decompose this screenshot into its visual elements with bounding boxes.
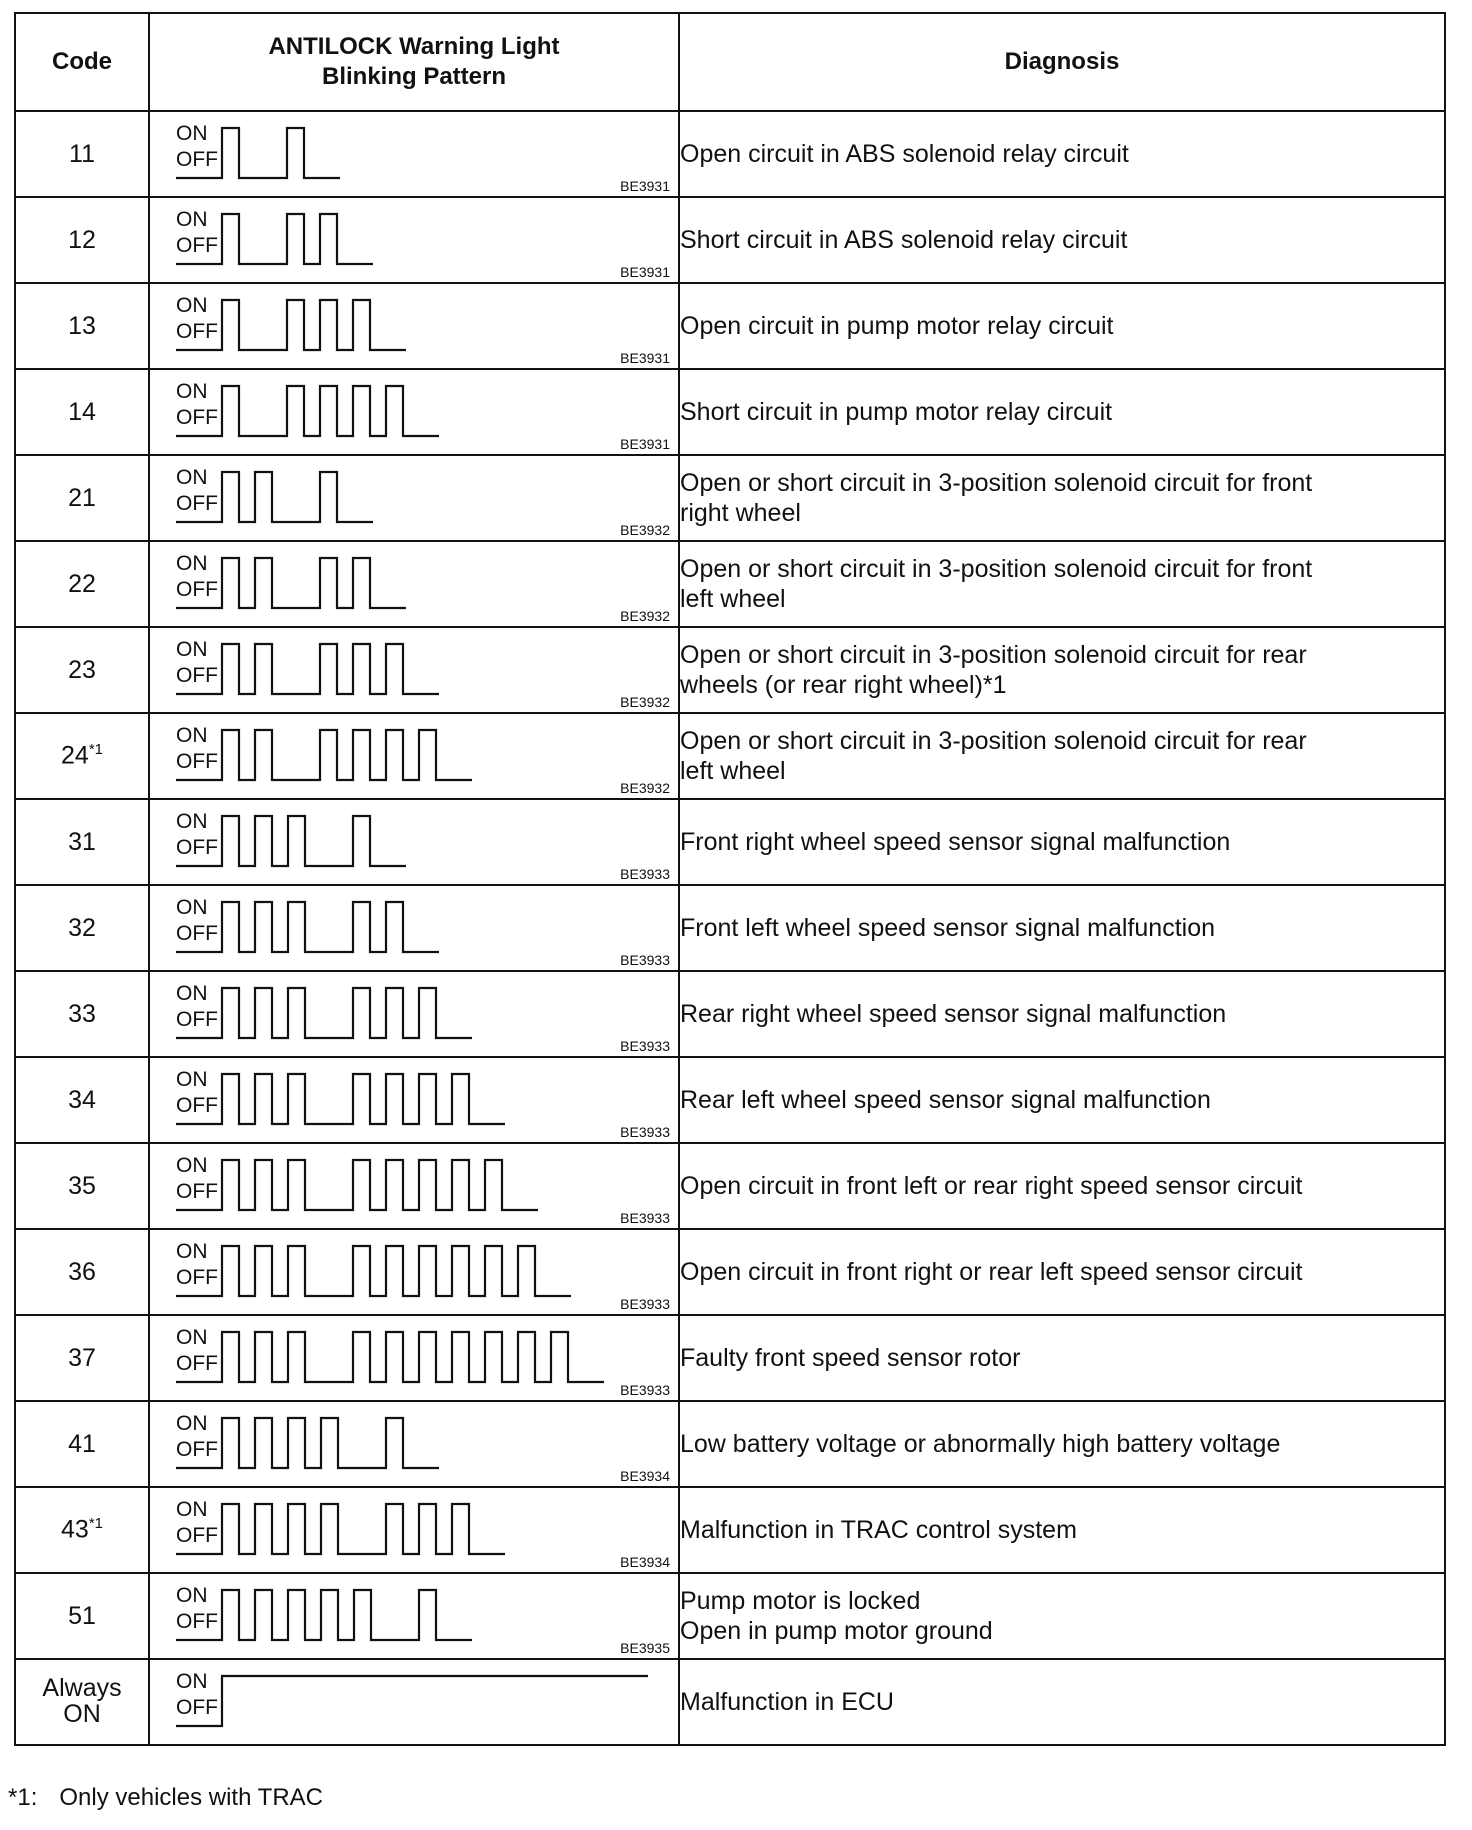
off-label: OFF [176,1352,218,1375]
code-cell [15,1659,149,1745]
figure-reference: BE3933 [620,1296,670,1312]
pulse-trace [176,730,472,780]
on-label: ON [176,638,208,661]
off-label: OFF [176,1180,218,1203]
figure-reference: BE3932 [620,694,670,710]
table-row [15,627,1445,713]
blink-waveform [150,370,678,454]
pulse-trace [176,1074,505,1124]
table-row [15,1229,1445,1315]
code-cell [15,627,149,713]
off-label: OFF [176,750,218,773]
figure-reference: BE3931 [620,264,670,280]
table-row [15,1143,1445,1229]
off-label: OFF [176,1524,218,1547]
on-label: ON [176,294,208,317]
figure-reference: BE3933 [620,1124,670,1140]
on-label: ON [176,380,208,403]
off-label: OFF [176,1438,218,1461]
on-label: ON [176,1326,208,1349]
diagnosis-cell [679,1659,1445,1745]
on-label: ON [176,1240,208,1263]
code-footnote-mark: *1 [88,1515,103,1533]
diagnosis-line: Malfunction in TRAC control system [680,1516,1077,1544]
code-footnote-mark: *1 [88,741,103,759]
blinking-pattern-cell [149,369,679,455]
blinking-pattern-cell [149,541,679,627]
pulse-trace [176,1246,571,1296]
table-row [15,111,1445,197]
code-value: 31 [68,827,96,856]
diagnosis-cell [679,1143,1445,1229]
on-label: ON [176,1154,208,1177]
figure-reference: BE3931 [620,178,670,194]
code-value: 36 [68,1257,96,1286]
figure-reference: BE3933 [620,1210,670,1226]
on-label: ON [176,208,208,231]
code-value: 14 [68,397,96,426]
diagnosis-line: Malfunction in ECU [680,1688,894,1716]
pulse-trace [176,816,406,866]
figure-reference: BE3931 [620,436,670,452]
diagnosis-line: left wheel [680,757,786,785]
diagnosis-line: Open circuit in front left or rear right speed sensor circuit [680,1172,1303,1200]
off-label: OFF [176,1094,218,1117]
figure-reference: BE3934 [620,1468,670,1484]
blinking-pattern-cell [149,1401,679,1487]
diagnosis-cell [679,799,1445,885]
header-code: Code [15,13,149,111]
diagnosis-cell [679,971,1445,1057]
blinking-pattern-cell [149,1573,679,1659]
diagnosis-cell [679,455,1445,541]
diagnosis-line: Open circuit in pump motor relay circuit [680,312,1114,340]
code-cell [15,1401,149,1487]
diagnosis-cell [679,1573,1445,1659]
pulse-trace [176,558,406,608]
code-cell [15,1573,149,1659]
diagnosis-cell [679,1401,1445,1487]
off-label: OFF [176,664,218,687]
code-cell [15,197,149,283]
pulse-trace [176,1418,439,1468]
header-pattern-line2: Blinking Pattern [321,63,507,90]
diagnosis-line: Pump motor is locked [680,1587,921,1615]
pulse-trace [176,1332,604,1382]
code-value: 13 [68,311,96,340]
blink-waveform [150,456,678,540]
code-cell [15,541,149,627]
on-label: ON [176,810,208,833]
diagnosis-line: wheels (or rear right wheel)*1 [680,671,1007,699]
pulse-trace [176,1504,505,1554]
code-value: 23 [68,655,96,684]
diagnosis-cell [679,369,1445,455]
diagnosis-line: Open or short circuit in 3-position solenoid circuit for rear [680,641,1307,669]
figure-reference: BE3935 [620,1640,670,1656]
off-label: OFF [176,1696,218,1719]
table-row [15,885,1445,971]
diagnosis-line: Front right wheel speed sensor signal malfunction [680,828,1231,856]
off-label: OFF [176,406,218,429]
on-label: ON [176,466,208,489]
diagnosis-line: Front left wheel speed sensor signal malfunction [680,914,1216,942]
blinking-pattern-cell [149,283,679,369]
diagnosis-cell [679,713,1445,799]
table-row [15,541,1445,627]
figure-reference: BE3933 [620,866,670,882]
footnote-symbol: *1: [8,1784,38,1811]
table-row [15,971,1445,1057]
pulse-trace [176,472,373,522]
diagnosis-cell [679,541,1445,627]
off-label: OFF [176,148,218,171]
header-blinking-pattern [149,13,679,111]
table-row [15,455,1445,541]
diagnosis-line: Open or short circuit in 3-position solenoid circuit for rear [680,727,1307,755]
blink-waveform [150,1488,678,1572]
code-cell [15,885,149,971]
code-value: 33 [68,999,96,1028]
figure-reference: BE3932 [620,608,670,624]
blinking-pattern-cell [149,971,679,1057]
blink-waveform [150,198,678,282]
blinking-pattern-cell [149,1229,679,1315]
blink-waveform [150,1660,678,1744]
code-cell [15,799,149,885]
off-label: OFF [176,836,218,859]
off-label: OFF [176,1266,218,1289]
on-label: ON [176,1068,208,1091]
footnote-text: Only vehicles with TRAC [59,1784,323,1811]
blink-waveform [150,284,678,368]
blinking-pattern-cell [149,799,679,885]
blinking-pattern-cell [149,1143,679,1229]
code-value: 24 [61,741,89,770]
off-label: OFF [176,1008,218,1031]
blinking-pattern-cell [149,627,679,713]
diagnosis-line: Open or short circuit in 3-position solenoid circuit for front [680,555,1313,583]
blinking-pattern-cell [149,1315,679,1401]
pulse-trace [176,1160,538,1210]
blinking-pattern-cell [149,197,679,283]
pulse-trace [176,386,439,436]
figure-reference: BE3934 [620,1554,670,1570]
table-row [15,1659,1445,1745]
pulse-trace [176,128,340,178]
blink-waveform [150,1058,678,1142]
off-label: OFF [176,492,218,515]
header-row [15,13,1445,111]
diagnosis-cell [679,283,1445,369]
diagnosis-cell [679,627,1445,713]
code-value: 34 [68,1085,96,1114]
code-cell [15,455,149,541]
figure-reference: BE3931 [620,350,670,366]
on-label: ON [176,1498,208,1521]
code-cell [15,369,149,455]
pulse-trace [176,644,439,694]
blinking-pattern-cell [149,111,679,197]
diagnosis-line: Open circuit in front right or rear left speed sensor circuit [680,1258,1303,1286]
diagnosis-cell [679,885,1445,971]
table-row [15,713,1445,799]
table-row [15,1057,1445,1143]
blink-waveform [150,542,678,626]
code-value: 43 [61,1515,89,1544]
blink-waveform [150,1402,678,1486]
code-cell [15,283,149,369]
diagnosis-cell [679,1057,1445,1143]
code-cell [15,971,149,1057]
figure-reference: BE3933 [620,1382,670,1398]
blinking-pattern-cell [149,713,679,799]
figure-reference: BE3932 [620,780,670,796]
table-row [15,197,1445,283]
code-value: 32 [68,913,96,942]
code-cell [15,1229,149,1315]
diagnosis-cell [679,1315,1445,1401]
figure-reference: BE3933 [620,1038,670,1054]
header-pattern-line1: ANTILOCK Warning Light [268,33,560,60]
blink-waveform [150,1144,678,1228]
blink-waveform [150,1316,678,1400]
blink-waveform [150,1230,678,1314]
diagnosis-line: Faulty front speed sensor rotor [680,1344,1021,1372]
table-row [15,283,1445,369]
table-row [15,1487,1445,1573]
pulse-trace [176,902,439,952]
pulse-trace [176,988,472,1038]
code-value: 12 [68,225,96,254]
blink-waveform [150,1574,678,1658]
on-label: ON [176,724,208,747]
on-label: ON [176,552,208,575]
code-value: 11 [69,139,95,168]
diagnosis-line: Short circuit in pump motor relay circuit [680,398,1113,426]
table-row [15,1315,1445,1401]
table-row [15,369,1445,455]
code-cell [15,713,149,799]
footnote [8,1784,323,1812]
code-cell [15,1057,149,1143]
on-label: ON [176,1412,208,1435]
on-label: ON [176,122,208,145]
diagnosis-cell [679,1487,1445,1573]
header-diagnosis: Diagnosis [679,13,1445,111]
blinking-pattern-cell [149,1659,679,1745]
on-label: ON [176,982,208,1005]
code-cell [15,1487,149,1573]
off-label: OFF [176,1610,218,1633]
blinking-pattern-cell [149,1057,679,1143]
off-label: OFF [176,578,218,601]
on-label: ON [176,1584,208,1607]
pulse-trace [176,300,406,350]
pulse-trace [176,1590,472,1640]
code-cell [15,1315,149,1401]
blinking-pattern-cell [149,885,679,971]
code-value: Always ON [42,1674,122,1728]
figure-reference: BE3933 [620,952,670,968]
diagnosis-line: Rear left wheel speed sensor signal malfunction [680,1086,1211,1114]
diagnostic-code-table [14,12,1446,1746]
diagnosis-line: Short circuit in ABS solenoid relay circuit [680,226,1128,254]
on-label: ON [176,1670,208,1693]
code-value: 41 [68,1429,96,1458]
diagnosis-line: Open in pump motor ground [680,1617,993,1645]
code-cell [15,111,149,197]
diagnosis-line: Rear right wheel speed sensor signal malfunction [680,1000,1227,1028]
off-label: OFF [176,234,218,257]
table-row [15,1573,1445,1659]
diagnosis-cell [679,111,1445,197]
code-cell [15,1143,149,1229]
code-value: 37 [68,1343,96,1372]
blink-waveform [150,714,678,798]
code-value: 51 [68,1601,96,1630]
diagnosis-cell [679,1229,1445,1315]
blink-waveform [150,112,678,196]
table-row [15,799,1445,885]
pulse-trace [176,1676,648,1726]
code-value: 22 [68,569,96,598]
diagnosis-line: Open or short circuit in 3-position solenoid circuit for front [680,469,1313,497]
pulse-trace [176,214,373,264]
diagnosis-line: Low battery voltage or abnormally high battery voltage [680,1430,1281,1458]
figure-reference: BE3932 [620,522,670,538]
off-label: OFF [176,922,218,945]
diagnosis-line: left wheel [680,585,786,613]
code-value: 21 [68,483,96,512]
blink-waveform [150,886,678,970]
diagnosis-line: Open circuit in ABS solenoid relay circuit [680,140,1129,168]
off-label: OFF [176,320,218,343]
blink-waveform [150,628,678,712]
blink-waveform [150,972,678,1056]
on-label: ON [176,896,208,919]
blink-waveform [150,800,678,884]
blinking-pattern-cell [149,455,679,541]
code-value: 35 [68,1171,96,1200]
table-row [15,1401,1445,1487]
diagnosis-cell [679,197,1445,283]
diagnosis-line: right wheel [680,499,801,527]
blinking-pattern-cell [149,1487,679,1573]
